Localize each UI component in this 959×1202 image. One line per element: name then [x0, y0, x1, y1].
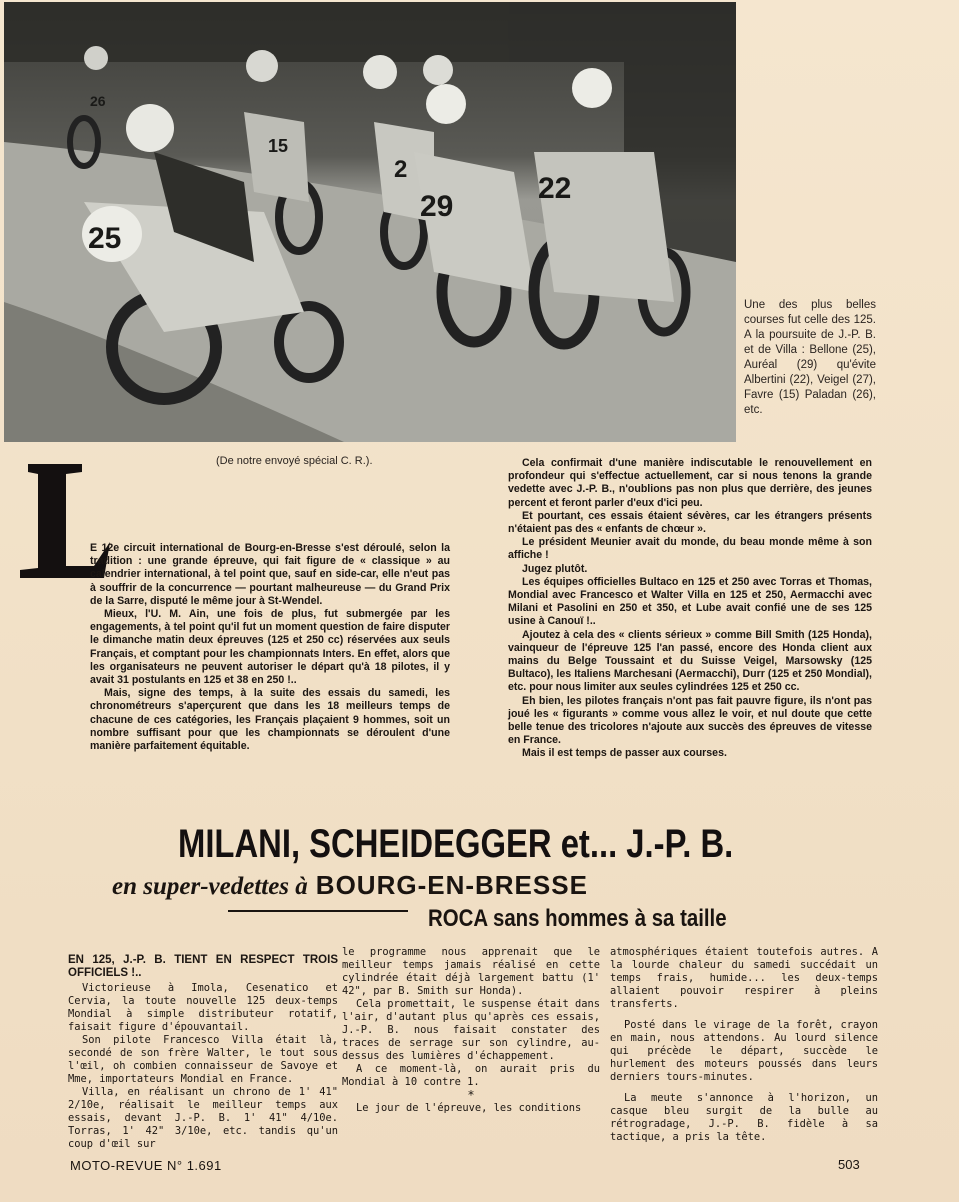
section-heading: EN 125, J.-P. B. TIENT EN RESPECT TROIS OFFICIELS !.. [68, 954, 338, 979]
paragraph: Victorieuse à Imola, Cesenatico et Cervia, la toute nouvelle 125 deux-temps Mondial à simple distributeur rotatif, faisait figure d'épouvantail. [68, 982, 338, 1033]
article-column-b [508, 457, 872, 761]
race-photo-graphic [4, 2, 736, 442]
paragraph: Ajoutez à cela des « clients sérieux » comme Bill Smith (125 Honda), vainqueur de l'épreuve 125 l'an passé, encore des Honda client aux mains du Belge Toussaint et du Suisse Veigel, Marsowsky (125 Bultaco), les Italiens Marchesani (Aermacchi), Durr (125 et 250 Mondial), etc. pour nous limiter aux seules cylindrées 125 et 250 cc. [508, 628, 872, 694]
subheadline-bold: BOURG-EN-BRESSE [315, 870, 588, 900]
paragraph: Jugez plutôt. [522, 562, 588, 575]
paragraph: Mais il est temps de passer aux courses. [522, 747, 727, 760]
paragraph: A ce moment-là, on aurait pris du Mondial à 10 contre 1. [342, 1063, 600, 1088]
paragraph: le programme nous apprenait que le meilleur temps jamais réalisé en cette cylindrée était déjà largement battu (1' 42", par B. Smith sur Honda). [342, 946, 600, 997]
photo-caption: Une des plus belles courses fut celle des 125. A la poursuite de J.-P. B. et de Villa : Bellone (25), Auréal (29) qu'évite Albertini (22), Veigel (27), Favre (15) Paladan (26), etc. [744, 299, 876, 416]
paragraph: Le jour de l'épreuve, les conditions [356, 1102, 582, 1114]
race-photo [4, 2, 736, 442]
paragraph: Mieux, l'U. M. Ain, une fois de plus, fut submergée par les engagements, à tel point qu'il fut un moment question de faire disputer le dimanche matin deux épreuves (125 et 250 cc) réservées aux seuls Français, et comptant pour les championnats Inters. En effet, alors que les organisateurs ne peuvent autoriser le départ qu'à 18 pilotes, il y avait 31 postulants en 125 et 38 en 250 !.. [90, 608, 450, 687]
headline: MILANI, SCHEIDEGGER et... J.-P. B. [178, 822, 734, 866]
paragraph: Son pilote Francesco Villa était là, secondé de son frère Walter, le tout sous l'œil, oh combien connaisseur de Savoye et Mme, importateurs Mondial en France. [68, 1034, 338, 1085]
rider-number-26: 26 [90, 93, 106, 109]
paragraph: Cela confirmait d'une manière indiscutable le renouvellement en profondeur qui s'effectue actuellement, car si nous tenons la grande vedette avec J.-P. B., n'oublions pas non plus que derrière, des jeunes percent et feront parler d'eux d'ici peu. [508, 457, 872, 509]
paragraph: La meute s'annonce à l'horizon, un casque bleu surgit de la bulle au rétrogradage, J.-P. B. fidèle à sa tactique, a pris la tête. [610, 1092, 878, 1143]
divider-rule [228, 910, 408, 912]
rider-number-15: 15 [268, 136, 289, 156]
paragraph: E 12e circuit international de Bourg-en-Bresse s'est déroulé, selon la tradition : une grande épreuve, qui fait figure de « classique » au calendrier international, à tel point que, sauf en side-car, elle n'eut pas à souffrir de la concurrence — pourtant malheureuse — du Grand Prix de la Sarre, disputé le même jour à St-Wendel. [90, 542, 450, 607]
paragraph: Et pourtant, ces essais étaient sévères, car les étrangers présents n'étaient pas des « enfants de chœur ». [508, 509, 872, 536]
paragraph: Mais, signe des temps, à la suite des essais du samedi, les chronométreurs s'aperçurent que dans les 18 meilleurs temps de chacune de ces catégories, les Français plaçaient 9 hommes, soit un nombre suffisant pour que les championnats se déroulent d'une manière parfaitement équitable. [90, 687, 450, 753]
paragraph: Les équipes officielles Bultaco en 125 et 250 avec Torras et Thomas, Mondial avec Francesco et Walter Villa en 125 et 250, Aermacchi avec Milani et Pasolini en 250 et 350, et Lube avait confié une de ses 125 usine à Canouï !.. [508, 575, 872, 628]
subheadline-italic: en super-vedettes à [112, 873, 308, 900]
magazine-issue: MOTO-REVUE N° 1.691 [70, 1158, 222, 1173]
race-column-1 [68, 954, 338, 1151]
paragraph: Cela promettait, le suspense était dans l'air, d'autant plus qu'après ces essais, J.-P. B. nous faisait constater des traces de serrage sur son cylindre, au-dessus des lumières d'échappement. [342, 998, 600, 1062]
rider-number-22: 22 [538, 172, 572, 205]
page-number: 503 [838, 1157, 860, 1172]
rider-number-25: 25 [88, 222, 122, 255]
paragraph: Le président Meunier avait du monde, du beau monde même à son affiche ! [508, 536, 872, 562]
byline: (De notre envoyé spécial C. R.). [216, 455, 373, 467]
rider-number-29: 29 [420, 190, 454, 223]
paragraph: Eh bien, les pilotes français n'ont pas fait pauvre figure, ils n'ont pas joué les « figurants » comme vous allez le voir, et nul doute que cette belle tenue des tricolores n'ajoute aux succès des épreuves de vitesse en France. [508, 694, 872, 747]
section-star: * [467, 1088, 475, 1102]
secondary-headline: ROCA sans hommes à sa taille [428, 905, 727, 932]
rider-number-2: 2 [394, 156, 408, 183]
race-column-3 [610, 946, 878, 1144]
article-column-a [90, 542, 450, 753]
paragraph: atmosphériques étaient toutefois autres. A la lourde chaleur du samedi succédait un temps frais, humide... les deux-temps allaient pouvoir respirer à pleins transferts. [610, 946, 878, 1010]
paragraph: Villa, en réalisant un chrono de 1' 41" 2/10e, réalisait le meilleur temps aux essais, devant J.-P. B. 1' 41" 4/10e. Torras, 1' 42" 3/10e, etc. tandis qu'un coup d'œil sur [68, 1086, 338, 1150]
paragraph: Posté dans le virage de la forêt, crayon en main, nous attendons. Au lourd silence qui précède le départ, succède le hurlement des moteurs poussés dans leurs derniers tours-minutes. [610, 1019, 878, 1083]
subheadline [112, 870, 588, 901]
race-column-2 [342, 946, 600, 1115]
